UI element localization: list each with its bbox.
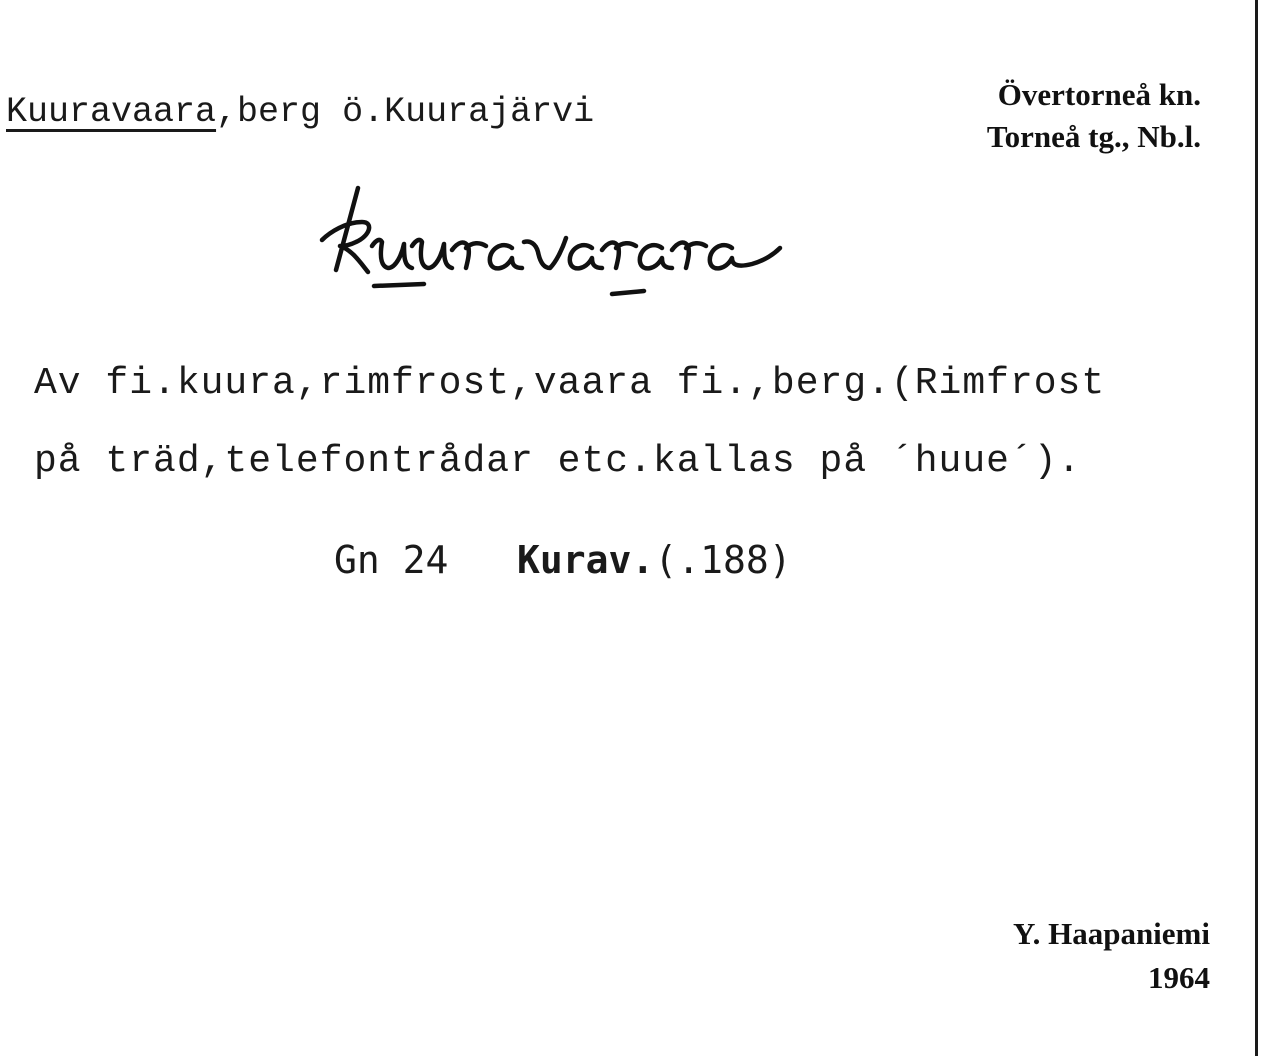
signature-year: 1964 [1148,960,1210,995]
headword: Kuuravaara [6,92,217,132]
etymology-line-1: Av fi.kuura,rimfrost,vaara fi.,berg.(Rimfrost [34,362,1106,405]
signature-name: Y. Haapaniemi [1013,916,1210,951]
district: Torneå tg., Nb.l. [986,119,1201,154]
handwritten-pronunciation [300,170,820,310]
signature-block [1013,912,1210,1000]
etymology-line-2: på träd,telefontrådar etc.kallas på ´huue´). [34,440,1082,483]
reference-form: Kurav. [517,538,655,582]
reference-source: Gn 24 [334,538,449,582]
location-block [987,74,1201,158]
municipality: Övertorneå kn. [997,77,1201,112]
handwritten-pronunciation-drawing [300,170,820,310]
reference-number: (.188) [654,538,792,582]
reference-line [334,538,792,582]
headword-description: ,berg ö.Kuurajärvi [216,92,595,132]
headword-line [6,92,594,132]
card-right-edge [1255,0,1258,1056]
